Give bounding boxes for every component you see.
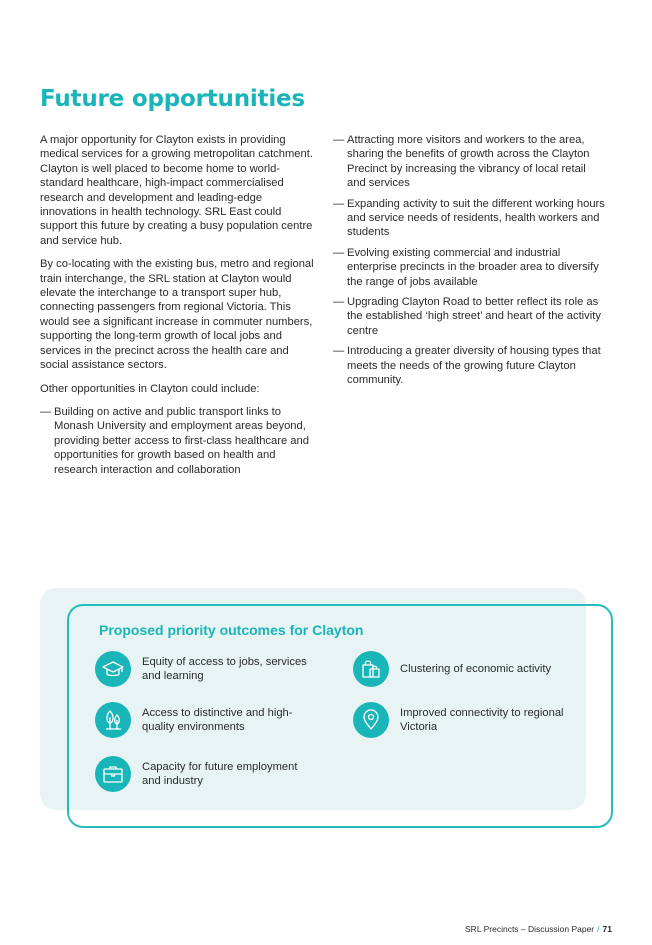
location-pin-icon bbox=[353, 702, 389, 738]
outcome-label: Access to distinctive and high-quality environments bbox=[142, 706, 293, 733]
list-item-text: Upgrading Clayton Road to better reflect its role as the established ‘high street’ and heart of the activity centre bbox=[347, 296, 601, 337]
right-column bbox=[333, 133, 605, 394]
bullet-dash: — bbox=[333, 246, 345, 259]
page-number: 71 bbox=[602, 924, 612, 934]
list-item-text: Attracting more visitors and workers to the area, sharing the benefits of growth across the Clayton Precinct by increasing the vibrancy of local retail and services bbox=[347, 134, 590, 190]
outcome-label: Clustering of economic activity bbox=[400, 662, 552, 675]
briefcase-icon bbox=[95, 756, 131, 792]
outcome-item-equity-of-access bbox=[95, 651, 312, 687]
bullet-dash: — bbox=[40, 405, 52, 418]
list-item-text: Evolving existing commercial and industrial enterprise precincts in the broader area to diversify the range of jobs available bbox=[347, 246, 599, 288]
paragraph: A major opportunity for Clayton exists in providing medical services for a growing metropolitan catchment. Clayton is well placed to become home to world-standard healthcare, high-impact commercialised research and development and leading-edge innovations in health technology. SRL East could support this future by creating a busy population centre and service hub. bbox=[40, 134, 313, 247]
trees-icon bbox=[95, 702, 131, 738]
list-item bbox=[333, 295, 605, 338]
footer-text: SRL Precincts – Discussion Paper bbox=[465, 924, 595, 934]
outcome-label: Equity of access to jobs, services and learning bbox=[142, 655, 307, 682]
outcome-label: Capacity for future employment and industry bbox=[142, 760, 298, 787]
list-item bbox=[333, 197, 605, 240]
outcome-item-employment bbox=[95, 756, 312, 792]
outcome-item-environments bbox=[95, 702, 312, 738]
page-footer bbox=[465, 924, 612, 934]
list-item-text: Introducing a greater diversity of housing types that meets the needs of the growing future Clayton community. bbox=[347, 345, 601, 387]
list-item bbox=[333, 246, 605, 289]
outcome-item-clustering bbox=[353, 651, 570, 687]
graduation-cap-icon bbox=[95, 651, 131, 687]
footer-separator: / bbox=[597, 924, 600, 934]
paragraph: Other opportunities in Clayton could include: bbox=[40, 382, 260, 395]
list-item bbox=[40, 405, 318, 477]
list-item-text: Expanding activity to suit the different working hours and service needs of residents, health workers and students bbox=[347, 197, 605, 239]
bullet-dash: — bbox=[333, 296, 345, 309]
left-column bbox=[40, 133, 318, 483]
bullet-dash: — bbox=[333, 345, 345, 358]
outcome-label: Improved connectivity to regional Victoria bbox=[400, 706, 564, 733]
paragraph: By co-locating with the existing bus, metro and regional train interchange, the SRL station at Clayton would elevate the interchange to a transport super hub, connecting passengers from regional Victoria. This would see a significant increase in commuter numbers, supporting the long-term growth of local jobs and services in the precinct across the health care and social assistance sectors. bbox=[40, 258, 314, 372]
bullet-list bbox=[40, 405, 318, 477]
bullet-dash: — bbox=[333, 197, 345, 210]
outcomes-panel-title: Proposed priority outcomes for Clayton bbox=[99, 622, 364, 638]
outcome-item-connectivity bbox=[353, 702, 570, 738]
list-item bbox=[333, 133, 605, 191]
bullet-list bbox=[333, 133, 605, 388]
shopping-bags-icon bbox=[353, 651, 389, 687]
list-item bbox=[333, 344, 605, 387]
bullet-dash: — bbox=[333, 134, 345, 146]
list-item-text: Building on active and public transport links to Monash University and employment areas beyond, providing better access to first-class healthcare and opportunities for growth based on health and research interaction and collaboration bbox=[54, 405, 309, 476]
page-title: Future opportunities bbox=[40, 86, 305, 112]
